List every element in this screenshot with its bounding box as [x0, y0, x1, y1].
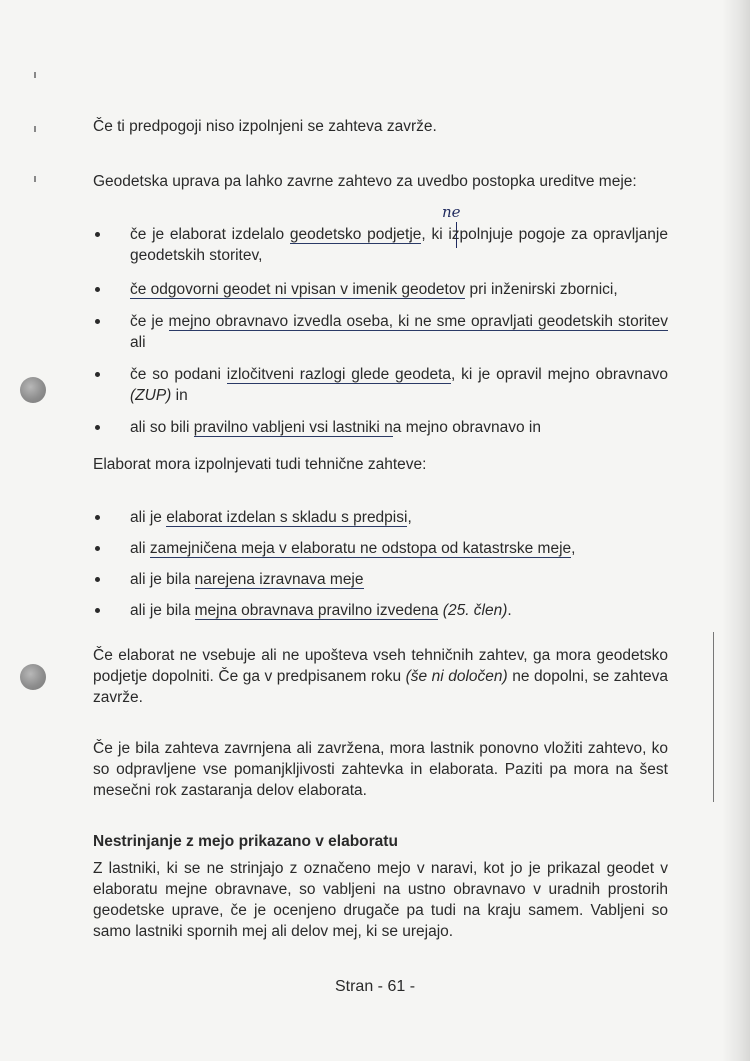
list-item: če je elaborat izdelalo geodetsko podjetje, ki izpolnjuje pogoje za opravljanje geodetskih storitev,	[93, 224, 668, 266]
paragraph-rejection-intro: Geodetska uprava pa lahko zavrne zahtevo za uvedbo postopka ureditve meje:	[93, 173, 637, 190]
margin-line	[713, 632, 714, 802]
paragraph-incomplete-elaborate: Če elaborat ne vsebuje ali ne upošteva vseh tehničnih zahtev, ga mora geodetsko podjetje dopolniti. Če ga v predpisanem roku (še ni določen) ne dopolni, se zahteva zavrže.	[93, 647, 668, 706]
paragraph-technical-intro: Elaborat mora izpolnjevati tudi tehnične zahteve:	[93, 456, 427, 473]
list-item: ali je bila narejena izravnava meje	[93, 569, 668, 590]
paragraph-disagreement: Z lastniki, ki se ne strinjajo z označeno mejo v naravi, kot jo je prikazal geodet v elaboratu mejne obravnave, so vabljeni na ustno obravnavo v uradnih prostorih geodetske uprave, če je ocenjeno drugače pa tudi na kraju samem. Vabljeni so samo lastniki spornih mej ali delov mej, ki se urejajo.	[93, 860, 668, 940]
scan-mark	[34, 72, 36, 78]
list-item: če je mejno obravnavo izvedla oseba, ki ne sme opravljati geodetskih storitev ali	[93, 311, 668, 353]
list-item: ali je bila mejna obravnava pravilno izvedena (25. člen).	[93, 600, 668, 621]
scan-mark	[34, 126, 36, 132]
page-number: Stran - 61 -	[334, 978, 416, 995]
page-edge-shadow	[722, 0, 750, 1061]
punch-hole-lower	[20, 664, 46, 690]
technical-requirements-list	[93, 507, 668, 621]
scan-mark	[34, 176, 36, 182]
list-item: če odgovorni geodet ni vpisan v imenik geodetov pri inženirski zbornici,	[93, 279, 668, 300]
list-item: če so podani izločitveni razlogi glede geodeta, ki je opravil mejno obravnavo (ZUP) in	[93, 364, 668, 406]
section-heading: Nestrinjanje z mejo prikazano v elaboratu	[93, 833, 398, 850]
handwritten-note: ne	[442, 203, 461, 221]
punch-hole-upper	[20, 377, 46, 403]
list-item: ali je elaborat izdelan s skladu s predpisi,	[93, 507, 668, 528]
paragraph-resubmission: Če je bila zahteva zavrnjena ali zavržena, mora lastnik ponovno vložiti zahtevo, ko so odpravljene vse pomanjkljivosti zahtevka in elaborata. Paziti pa mora na šest mesečni rok zastaranja delov elaborata.	[93, 740, 668, 799]
rejection-reasons-list	[93, 224, 668, 438]
list-item: ali so bili pravilno vabljeni vsi lastniki na mejno obravnavo in	[93, 417, 668, 438]
paragraph-preconditions: Če ti predpogoji niso izpolnjeni se zahteva zavrže.	[93, 118, 437, 135]
list-item: ali zamejničena meja v elaboratu ne odstopa od katastrske meje,	[93, 538, 668, 559]
